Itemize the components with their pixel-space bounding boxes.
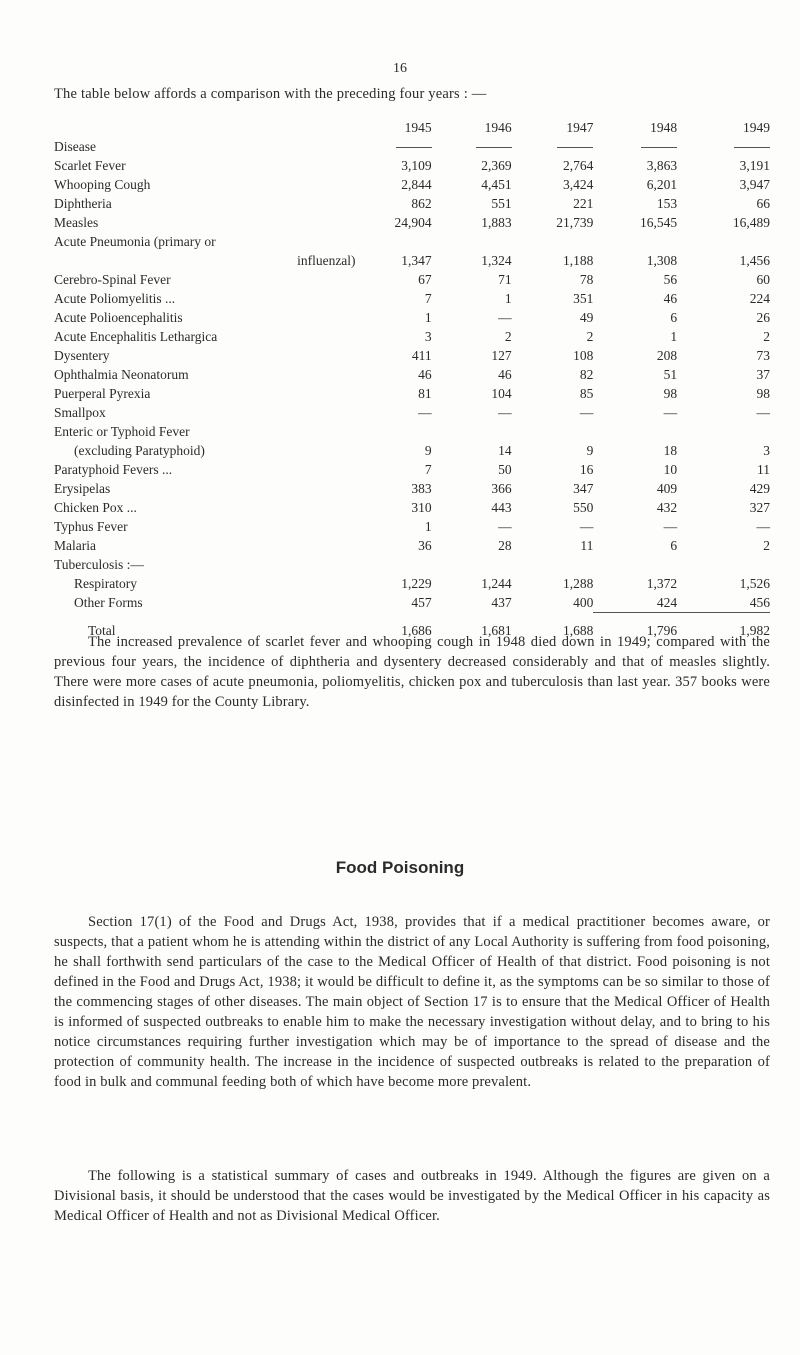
disease-comparison-table (54, 118, 770, 640)
value-cell: 409 (656, 481, 678, 496)
value-cell: 2,369 (481, 158, 512, 173)
value-cell: 2 (504, 329, 512, 344)
value-cell: 51 (663, 367, 678, 382)
value-cell: 49 (579, 310, 594, 325)
statistical-summary-paragraph: The following is a statistical summary of cases and outbreaks in 1949. Although the figures are given on a Divisional basis, it should be understood that the cases would be investigated by the Medical Officer in his capacity as Medical Officer of Health and not as Divisional Medical Officer. (54, 1168, 770, 1224)
value-cell: 1 (424, 519, 432, 534)
value-cell: 6 (670, 310, 678, 325)
value-cell: 1,347 (401, 253, 432, 268)
disease-name: Diphtheria (54, 196, 112, 211)
table-body (54, 156, 770, 613)
value-cell (677, 232, 770, 251)
value-cell: 1,526 (739, 576, 770, 591)
section-heading: Food Poisoning (335, 858, 465, 877)
value-cell: 457 (411, 595, 432, 611)
table-row (54, 403, 770, 422)
disease-name: Typhus Fever (54, 519, 128, 534)
disease-name: Puerperal Pyrexia (54, 386, 151, 401)
value-cell: 16,545 (639, 215, 678, 230)
value-cell: 21,739 (556, 215, 594, 230)
table-row (54, 194, 770, 213)
total-cell: 1,688 (563, 622, 594, 638)
value-cell: 443 (491, 500, 512, 515)
disease-name: Respiratory (74, 576, 137, 591)
value-cell (432, 232, 512, 251)
table-row (54, 422, 770, 441)
year-header: 1949 (743, 120, 770, 135)
value-cell: 37 (756, 367, 770, 382)
value-cell: — (663, 405, 678, 420)
total-label: Total (88, 622, 116, 638)
value-cell: 50 (498, 462, 512, 477)
value-cell: 3 (763, 443, 770, 458)
value-cell: 224 (749, 291, 770, 306)
value-cell: 66 (756, 196, 770, 211)
value-cell: 3,424 (563, 177, 594, 192)
value-cell: 2 (763, 329, 770, 344)
food-poisoning-paragraph: Section 17(1) of the Food and Drugs Act, 1938, provides that if a medical practitioner becomes aware, or suspects, that a patient whom he is attending within the district of any Local Authority is suffering from food poisoning, he shall forthwith send particulars of the case to the Medical Officer of Health of that district. Food poisoning is not defined in the Food and Drugs Act, 1938; it would be difficult to define it, as the symptoms can be so similar to those of the commencing stages of other diseases. The main object of Section 17 is to ensure that the Medical Officer of Health is informed of suspected outbreaks to enable him to make the necessary investigation without delay, and to bring to his notice circumstances requiring further investigation which may be of importance to the spread of disease and the protection of community health. The increase in the incidence of suspected outbreaks is related to the preparation of food in bulk and communal feeding both of which have become more prevalent. (54, 914, 770, 1090)
value-cell: 1,244 (481, 576, 512, 591)
disease-column-header: Disease (54, 139, 96, 154)
value-cell: 6,201 (646, 177, 678, 192)
table-row (54, 327, 770, 346)
value-cell: 456 (749, 595, 770, 610)
value-cell: 551 (491, 196, 512, 211)
value-cell: — (579, 519, 594, 534)
value-cell: 81 (418, 386, 432, 401)
value-cell (512, 232, 594, 251)
year-header: 1948 (650, 120, 678, 135)
disease-name: Erysipelas (54, 481, 111, 496)
value-cell: 46 (663, 291, 678, 306)
value-cell: 10 (663, 462, 678, 477)
year-header: 1946 (484, 120, 512, 135)
value-cell: — (663, 519, 678, 534)
value-cell: 127 (491, 348, 512, 363)
header-rule (476, 147, 512, 148)
value-cell: 1 (504, 291, 512, 306)
header-rule (557, 147, 593, 148)
value-cell: 18 (663, 443, 678, 458)
value-cell: 46 (498, 367, 512, 382)
value-cell: 1,188 (563, 253, 594, 268)
table-row (54, 365, 770, 384)
disease-name: Malaria (54, 538, 96, 553)
value-cell: 108 (573, 348, 594, 363)
value-cell: — (498, 519, 512, 534)
value-cell: 208 (656, 348, 678, 363)
total-cell: 1,796 (593, 613, 677, 641)
disease-name: Ophthalmia Neonatorum (54, 367, 189, 382)
summary-paragraph: The increased prevalence of scarlet fever and whooping cough in 1948 died down in 1949; compared with the previous four years, the incidence of diphtheria and dysentery decreased considerably and that of measles slightly. There were more cases of acute pneumonia, poliomyelitis, chicken pox and tuberculosis than last year. 357 books were disinfected in 1949 for the County Library. (54, 634, 770, 710)
table-row (54, 346, 770, 365)
value-cell (593, 422, 677, 441)
value-cell: 24,904 (394, 215, 432, 230)
value-cell: 1,229 (401, 576, 432, 591)
value-cell: 4,451 (481, 177, 512, 192)
value-cell: 9 (586, 443, 594, 458)
disease-name: Other Forms (74, 595, 143, 611)
value-cell: 82 (579, 367, 594, 382)
value-cell: 36 (418, 538, 432, 553)
value-cell (374, 555, 432, 574)
value-cell: 437 (491, 595, 512, 611)
table-row (54, 175, 770, 194)
table-row (54, 384, 770, 403)
page-number: 16 (393, 61, 407, 76)
value-cell: 6 (670, 538, 678, 553)
disease-name: (excluding Paratyphoid) (74, 443, 205, 458)
value-cell: 862 (411, 196, 432, 211)
table-row (54, 270, 770, 289)
value-cell: 1,288 (563, 576, 594, 591)
header-rule-row (54, 137, 770, 156)
value-cell (432, 555, 512, 574)
value-cell (374, 232, 432, 251)
header-rule (734, 147, 770, 148)
value-cell: 411 (411, 348, 432, 363)
disease-name: Acute Pneumonia (primary or (54, 234, 216, 249)
value-cell: 71 (498, 272, 512, 287)
value-cell: 366 (491, 481, 512, 496)
value-cell: — (418, 405, 432, 420)
table-row (54, 593, 770, 613)
value-cell: 327 (749, 500, 770, 515)
table-row (54, 289, 770, 308)
table-row (54, 555, 770, 574)
value-cell: 2,764 (563, 158, 594, 173)
disease-name: Dysentery (54, 348, 110, 363)
table-row (54, 536, 770, 555)
value-cell: 3,191 (739, 158, 770, 173)
value-cell: 347 (573, 481, 594, 496)
disease-name: Enteric or Typhoid Fever (54, 424, 190, 439)
value-cell: 424 (656, 595, 678, 610)
year-header: 1947 (566, 120, 594, 135)
total-cell: 1,681 (481, 622, 512, 638)
value-cell: — (498, 310, 512, 325)
value-cell: 73 (756, 348, 770, 363)
value-cell: 9 (424, 443, 432, 458)
header-rule (641, 147, 677, 148)
disease-name: Chicken Pox ... (54, 500, 137, 515)
value-cell: 104 (491, 386, 512, 401)
disease-name: Scarlet Fever (54, 158, 126, 173)
value-cell: 7 (424, 291, 432, 306)
intro-text: The table below affords a comparison with the preceding four years : — (54, 86, 487, 102)
disease-name: Whooping Cough (54, 177, 151, 192)
value-cell: 3,109 (401, 158, 432, 173)
value-cell: 2,844 (401, 177, 432, 192)
value-cell (512, 422, 594, 441)
value-cell: 1,324 (481, 253, 512, 268)
value-cell: 46 (418, 367, 432, 382)
value-cell: 2 (763, 538, 770, 553)
value-cell: 67 (418, 272, 432, 287)
year-header-row (54, 118, 770, 137)
disease-name: Acute Encephalitis Lethargica (54, 329, 218, 344)
value-cell: 1 (424, 310, 432, 325)
year-header: 1945 (404, 120, 432, 135)
value-cell: 1,372 (646, 576, 678, 591)
total-cell: 1,686 (401, 622, 432, 638)
disease-name: Measles (54, 215, 99, 230)
table-row (54, 460, 770, 479)
table-row (54, 498, 770, 517)
value-cell: 16 (579, 462, 594, 477)
value-cell: 11 (757, 462, 770, 477)
value-cell: 1,308 (646, 253, 678, 268)
value-cell: 7 (424, 462, 432, 477)
value-cell: 221 (573, 196, 594, 211)
value-cell: 78 (579, 272, 594, 287)
total-cell: 1,982 (677, 613, 770, 641)
value-cell: 3,947 (739, 177, 770, 192)
value-cell: 153 (656, 196, 678, 211)
value-cell: 85 (579, 386, 594, 401)
disease-name: influenzal) (297, 253, 356, 268)
value-cell (593, 555, 677, 574)
value-cell: 98 (663, 386, 678, 401)
table-row (54, 232, 770, 251)
value-cell: 14 (498, 443, 512, 458)
value-cell (593, 232, 677, 251)
disease-name: Acute Polioencephalitis (54, 310, 183, 325)
value-cell: 310 (411, 500, 432, 515)
value-cell: 429 (749, 481, 770, 496)
value-cell: 432 (656, 500, 678, 515)
value-cell: 383 (411, 481, 432, 496)
table-row (54, 479, 770, 498)
table-row (54, 213, 770, 232)
disease-name: Cerebro-Spinal Fever (54, 272, 171, 287)
value-cell: 550 (573, 500, 594, 515)
table-row (54, 574, 770, 593)
disease-name: Tuberculosis :— (54, 557, 144, 572)
value-cell: 98 (756, 386, 770, 401)
value-cell: 26 (756, 310, 770, 325)
value-cell: 3 (424, 329, 432, 344)
value-cell (677, 422, 770, 441)
disease-name: Acute Poliomyelitis ... (54, 291, 176, 306)
table-row (54, 441, 770, 460)
value-cell: 56 (663, 272, 678, 287)
table-row (54, 308, 770, 327)
disease-name: Paratyphoid Fevers ... (54, 462, 173, 477)
value-cell (432, 422, 512, 441)
table-row (54, 156, 770, 175)
value-cell: 400 (573, 595, 594, 611)
value-cell: 60 (756, 272, 770, 287)
value-cell: 2 (586, 329, 594, 344)
value-cell: 3,863 (646, 158, 678, 173)
value-cell (512, 555, 594, 574)
value-cell: — (498, 405, 512, 420)
value-cell: 28 (498, 538, 512, 553)
value-cell: 1 (670, 329, 678, 344)
value-cell (374, 422, 432, 441)
value-cell: — (756, 519, 770, 534)
value-cell (677, 555, 770, 574)
value-cell: — (579, 405, 594, 420)
value-cell: 351 (573, 291, 594, 306)
header-rule (396, 147, 432, 148)
table-row (54, 517, 770, 536)
value-cell: 1,883 (481, 215, 512, 230)
value-cell: — (756, 405, 770, 420)
value-cell: 1,456 (739, 253, 770, 268)
value-cell: 16,489 (732, 215, 770, 230)
table-row (54, 251, 770, 270)
disease-name: Smallpox (54, 405, 106, 420)
value-cell: 11 (580, 538, 594, 553)
